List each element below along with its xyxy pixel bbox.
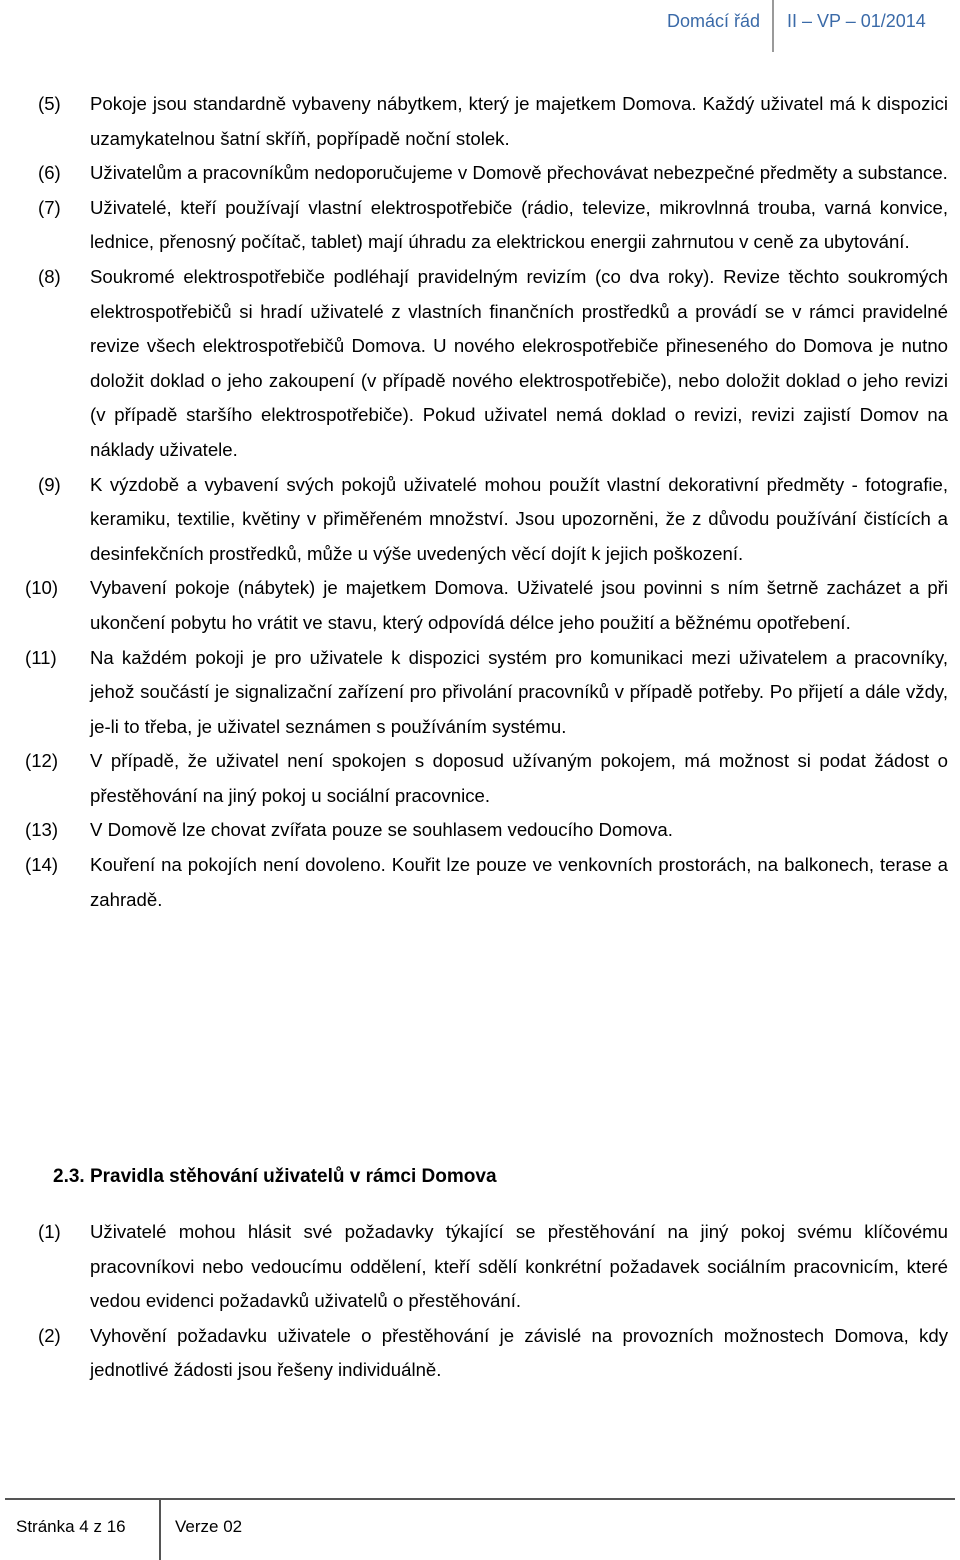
rule-paragraph-6 bbox=[0, 156, 960, 191]
paragraph-number: (7) bbox=[38, 196, 61, 218]
section-paragraph-2 bbox=[0, 1319, 960, 1388]
paragraph-text: K výzdobě a vybavení svých pokojů uživatelé mohou použít vlastní dekorativní předměty - fotografie, keramiku, textilie, květiny v přiměřeném množství. Jsou upozorněni, že z důvodu používání čistících a desinfekčních prostředků, může u výše uvedených věcí dojít k jejich poškození. bbox=[90, 473, 948, 564]
paragraph-text: Pokoje jsou standardně vybaveny nábytkem, který je majetkem Domova. Každý uživatel má k dispozici uzamykatelnou šatní skříň, popřípadě noční stolek. bbox=[90, 93, 948, 149]
section-paragraph-1 bbox=[0, 1215, 960, 1319]
page-number: Stránka 4 z 16 bbox=[16, 1517, 126, 1536]
section-rules-list bbox=[0, 1215, 960, 1388]
paragraph-number: (12) bbox=[25, 750, 59, 772]
header-document-code: II – VP – 01/2014 bbox=[787, 11, 926, 31]
paragraph-text: Uživatelé, kteří používají vlastní elektrospotřebiče (rádio, televize, mikrovlnná trouba, varná konvice, lednice, přenosný počítač, tablet) mají úhradu za elektrickou energii zahrnutou v ceně za ubytování. bbox=[90, 196, 948, 253]
paragraph-text: Uživatelé mohou hlásit své požadavky týkající se přestěhování na jiný pokoj svému klíčovému pracovníkovi nebo vedoucímu oddělení, kteří sdělí konkrétní požadavek sociálním pracovnicím, které vedou evidenci požadavků uživatelů o přestěhování. bbox=[90, 1221, 948, 1312]
footer-rule bbox=[5, 1498, 955, 1500]
rule-paragraph-7 bbox=[0, 191, 960, 260]
rule-paragraph-12 bbox=[0, 744, 960, 813]
header-divider bbox=[772, 0, 774, 52]
paragraph-number: (1) bbox=[38, 1221, 61, 1242]
section-heading: 2.3. Pravidla stěhování uživatelů v rámci Domova bbox=[53, 1166, 497, 1187]
header-document-title: Domácí řád bbox=[666, 11, 760, 31]
rule-paragraph-13 bbox=[0, 813, 960, 848]
paragraph-text: Vyhovění požadavku uživatele o přestěhování je závislé na provozních možnostech Domova, kdy jednotlivé žádosti jsou řešeny individuálně. bbox=[90, 1324, 948, 1381]
paragraph-text: Vybavení pokoje (nábytek) je majetkem Domova. Uživatelé jsou povinni s ním šetrně zacházet a při ukončení pobytu ho vrátit ve stavu, který odpovídá délce jeho použití a běžnému opotřebení. bbox=[90, 577, 948, 633]
document-version: Verze 02 bbox=[175, 1517, 243, 1536]
paragraph-text: V případě, že uživatel není spokojen s doposud užívaným pokojem, má možnost si podat žádost o přestěhování na jiný pokoj u sociální pracovnice. bbox=[90, 750, 948, 806]
rule-paragraph-10 bbox=[0, 571, 960, 640]
paragraph-number: (10) bbox=[25, 577, 59, 599]
paragraph-number: (6) bbox=[38, 162, 61, 184]
paragraph-number: (5) bbox=[38, 93, 61, 114]
rule-paragraph-5 bbox=[0, 87, 960, 156]
paragraph-number: (9) bbox=[38, 473, 61, 495]
page-footer bbox=[0, 1498, 960, 1560]
rule-paragraph-11 bbox=[0, 641, 960, 745]
rule-paragraph-8 bbox=[0, 260, 960, 468]
footer-divider bbox=[159, 1498, 161, 1560]
paragraph-text: V Domově lze chovat zvířata pouze se souhlasem vedoucího Domova. bbox=[90, 819, 673, 841]
paragraph-number: (8) bbox=[38, 265, 61, 287]
page-header bbox=[0, 0, 960, 52]
rule-paragraph-14 bbox=[0, 848, 960, 917]
rules-list bbox=[0, 87, 960, 917]
paragraph-number: (2) bbox=[38, 1324, 61, 1346]
paragraph-text: Soukromé elektrospotřebiče podléhají pravidelným revizím (co dva roky). Revize těchto soukromých elektrospotřebičů si hradí uživatelé z vlastních finančních prostředků a provádí se v rámci pravidelné revize všech elektrospotřebičů Domova. U nového elekrospotřebiče přineseného do Domova je nutno doložit doklad o jeho zakoupení (v případě nového elektrospotřebiče), nebo doložit doklad o jeho revizi (v případě staršího elektrospotřebiče). Pokud uživatel nemá doklad o revizi, revizi zajistí Domov na náklady uživatele. bbox=[90, 265, 948, 460]
paragraph-text: Uživatelům a pracovníkům nedoporučujeme v Domově přechovávat nebezpečné předměty a substance. bbox=[90, 162, 948, 184]
rule-paragraph-9 bbox=[0, 468, 960, 572]
paragraph-text: Na každém pokoji je pro uživatele k dispozici systém pro komunikaci mezi uživatelem a pracovníky, jehož součástí je signalizační zařízení pro přivolání pracovníků v případě potřeby. Po přijetí a dále vždy, je-li to třeba, je uživatel seznámen s používáním systému. bbox=[90, 646, 948, 737]
paragraph-number: (14) bbox=[25, 854, 59, 876]
paragraph-text: Kouření na pokojích není dovoleno. Kouřit lze pouze ve venkovních prostorách, na balkonech, terase a zahradě. bbox=[90, 854, 948, 910]
paragraph-number: (13) bbox=[25, 819, 59, 841]
paragraph-number: (11) bbox=[25, 646, 57, 668]
